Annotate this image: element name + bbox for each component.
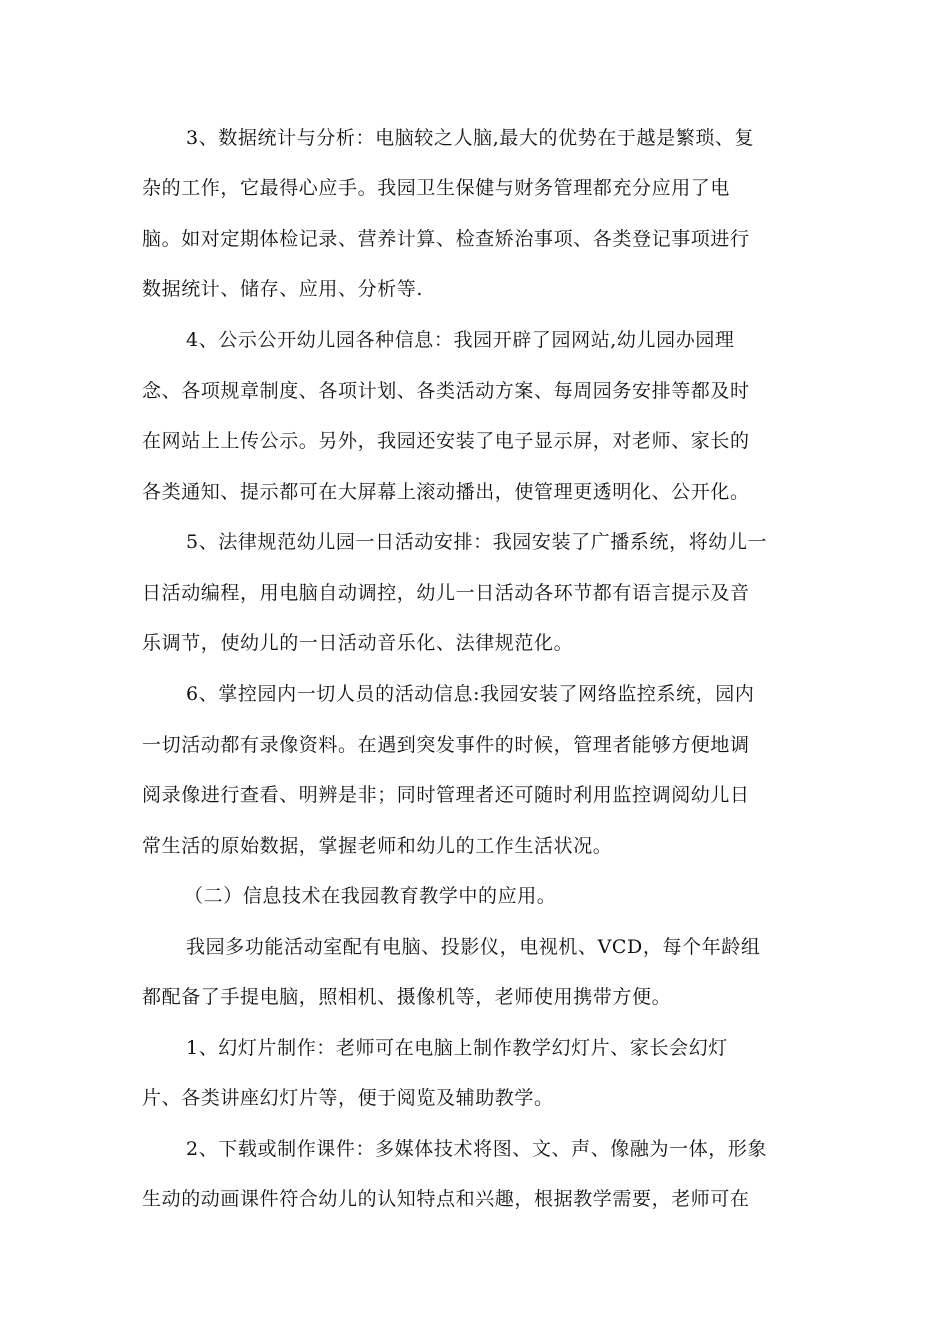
paragraph-3-line-3: 脑。如对定期体检记录、营养计算、检查矫治事项、各类登记事项进行 — [142, 228, 750, 250]
paragraph-5-line-1: 5、法律规范幼儿园一日活动安排：我园安装了广播系统，将幼儿一 — [186, 531, 768, 553]
paragraph-equipment-line-1: 我园多功能活动室配有电脑、投影仪，电视机、VCD，每个年龄组 — [186, 936, 761, 958]
paragraph-1-line-1: 1、幻灯片制作：老师可在电脑上制作教学幻灯片、家长会幻灯 — [186, 1037, 728, 1059]
paragraph-4-line-1: 4、公示公开幼儿园各种信息：我园开辟了园网站,幼儿园办园理 — [186, 329, 735, 351]
paragraph-1-line-2: 片、各类讲座幻灯片等，便于阅览及辅助教学。 — [142, 1087, 554, 1109]
paragraph-2-line-1: 2、下载或制作课件：多媒体技术将图、文、声、像融为一体，形象 — [186, 1138, 768, 1160]
paragraph-5-line-2: 日活动编程，用电脑自动调控，幼儿一日活动各环节都有语言提示及音 — [142, 582, 750, 604]
paragraph-4-line-4: 各类通知、提示都可在大屏幕上滚动播出，使管理更透明化、公开化。 — [142, 481, 750, 503]
paragraph-6-line-4: 常生活的原始数据，掌握老师和幼儿的工作生活状况。 — [142, 835, 613, 857]
paragraph-6-line-3: 阅录像进行查看、明辨是非；同时管理者还可随时利用监控调阅幼儿日 — [142, 784, 750, 806]
paragraph-5-line-3: 乐调节，使幼儿的一日活动音乐化、法律规范化。 — [142, 632, 574, 654]
paragraph-6-line-2: 一切活动都有录像资料。在遇到突发事件的时候，管理者能够方便地调 — [142, 734, 750, 756]
section-heading: （二）信息技术在我园教育教学中的应用。 — [184, 885, 557, 907]
paragraph-3-line-1: 3、数据统计与分析：电脑较之人脑,最大的优势在于越是繁琐、复 — [186, 127, 755, 149]
paragraph-4-line-2: 念、各项规章制度、各项计划、各类活动方案、每周园务安排等都及时 — [142, 380, 750, 402]
paragraph-3-line-4: 数据统计、储存、应用、分析等. — [142, 278, 424, 300]
paragraph-4-line-3: 在网站上上传公示。另外，我园还安装了电子显示屏，对老师、家长的 — [142, 430, 750, 452]
paragraph-2-line-2: 生动的动画课件符合幼儿的认知特点和兴趣，根据教学需要，老师可在 — [142, 1188, 750, 1210]
paragraph-equipment-line-2: 都配备了手提电脑，照相机、摄像机等，老师使用携带方便。 — [142, 986, 672, 1008]
paragraph-6-line-1: 6、掌控园内一切人员的活动信息:我园安装了网络监控系统，园内 — [186, 683, 755, 705]
paragraph-3-line-2: 杂的工作，它最得心应手。我园卫生保健与财务管理都充分应用了电 — [142, 177, 731, 199]
